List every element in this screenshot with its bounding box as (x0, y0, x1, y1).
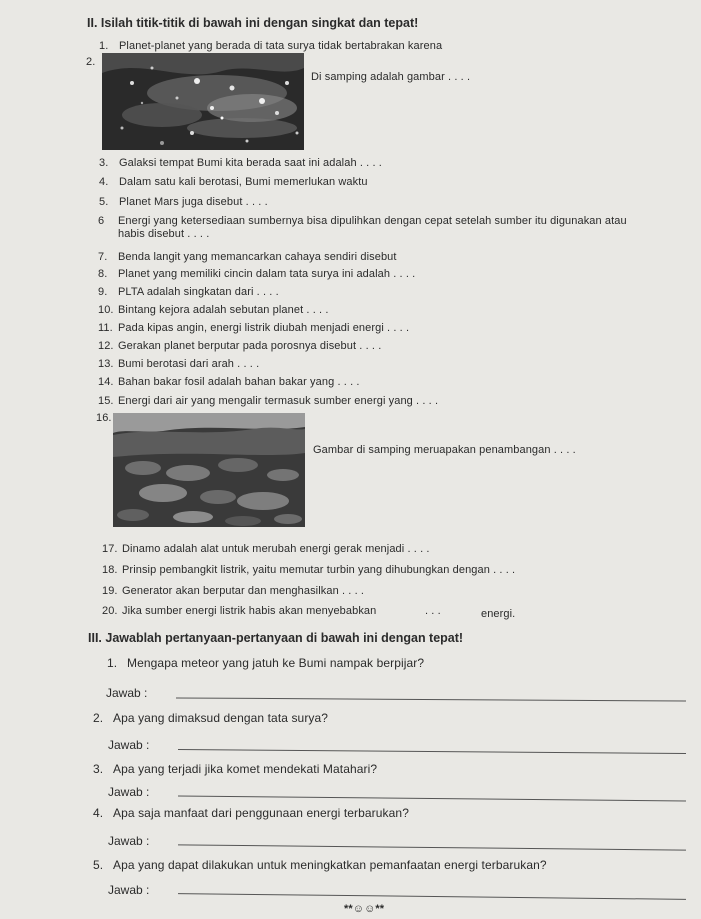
item-12: 12. Gerakan planet berputar pada porosnya disebut . . . . (98, 340, 382, 352)
item-9: 9. PLTA adalah singkatan dari . . . . (98, 286, 279, 298)
answer-2-label: Jawab : (108, 738, 150, 752)
answer-5-label: Jawab : (108, 883, 150, 897)
footer-smileys: **☺☺** (344, 903, 385, 915)
item-11: 11. Pada kipas angin, energi listrik diubah menjadi energi . . . . (98, 322, 410, 334)
item-19: 19. Generator akan berputar dan menghasilkan . . . . (102, 585, 365, 597)
mining-image (113, 413, 305, 527)
item-14: 14. Bahan bakar fosil adalah bahan bakar yang . . . . (98, 376, 360, 388)
answer-4[interactable] (108, 834, 693, 848)
section-2-title: II. Isilah titik-titik di bawah ini dengan singkat dan tepat! (87, 16, 419, 30)
item-20: 20. Jika sumber energi listrik habis akan menyebabkan (102, 605, 377, 617)
item-10: 10. Bintang kejora adalah sebutan planet . . . . (98, 304, 329, 316)
answer-5[interactable] (108, 883, 693, 897)
item-16-number: 16. (96, 412, 112, 424)
item-15: 15. Energi dari air yang mengalir termasuk sumber energi yang . . . . (98, 395, 439, 407)
item-18: 18. Prinsip pembangkit listrik, yaitu memutar turbin yang dihubungkan dengan . . . . (102, 564, 516, 576)
item-2-number: 2. (86, 56, 96, 68)
item-5: 5. Planet Mars juga disebut . . . . (99, 196, 268, 208)
item-7: 7. Benda langit yang memancarkan cahaya sendiri disebut (98, 251, 397, 263)
galaxy-image (102, 53, 304, 150)
question-4: 4. Apa saja manfaat dari penggunaan energi terbarukan? (93, 806, 409, 820)
item-20-tail: energi. (481, 608, 516, 620)
item-16: Gambar di samping meruapakan penambangan . . . . (313, 444, 576, 456)
item-3: 3. Galaksi tempat Bumi kita berada saat ini adalah . . . . (99, 157, 382, 169)
item-6: 6 Energi yang ketersediaan sumbernya bisa dipulihkan dengan cepat setelah sumber itu digunakan atau (98, 215, 627, 227)
section-3-title: III. Jawablah pertanyaan-pertanyaan di bawah ini dengan tepat! (88, 631, 464, 645)
question-3: 3. Apa yang terjadi jika komet mendekati Matahari? (93, 762, 378, 776)
answer-2[interactable] (108, 738, 693, 752)
answer-3-label: Jawab : (108, 785, 150, 799)
question-5: 5. Apa yang dapat dilakukan untuk meningkatkan pemanfaatan energi terbarukan? (93, 858, 547, 872)
item-17: 17. Dinamo adalah alat untuk merubah energi gerak menjadi . . . . (102, 543, 430, 555)
question-1: 1. Mengapa meteor yang jatuh ke Bumi nampak berpijar? (107, 656, 425, 670)
answer-4-label: Jawab : (108, 834, 150, 848)
answer-1-label: Jawab : (106, 686, 148, 700)
item-2: Di samping adalah gambar . . . . (311, 71, 471, 83)
item-13: 13. Bumi berotasi dari arah . . . . (98, 358, 260, 370)
answer-3[interactable] (108, 785, 693, 799)
item-4: 4. Dalam satu kali berotasi, Bumi memerlukan waktu (99, 176, 368, 188)
item-1: 1. Planet-planet yang berada di tata surya tidak bertabrakan karena (99, 40, 443, 52)
answer-1[interactable] (106, 686, 691, 700)
question-2: 2. Apa yang dimaksud dengan tata surya? (93, 711, 329, 725)
item-20-blank: . . . (425, 605, 441, 617)
item-8: 8. Planet yang memiliki cincin dalam tata surya ini adalah . . . . (98, 268, 416, 280)
item-6-continued: habis disebut . . . . (118, 228, 210, 240)
